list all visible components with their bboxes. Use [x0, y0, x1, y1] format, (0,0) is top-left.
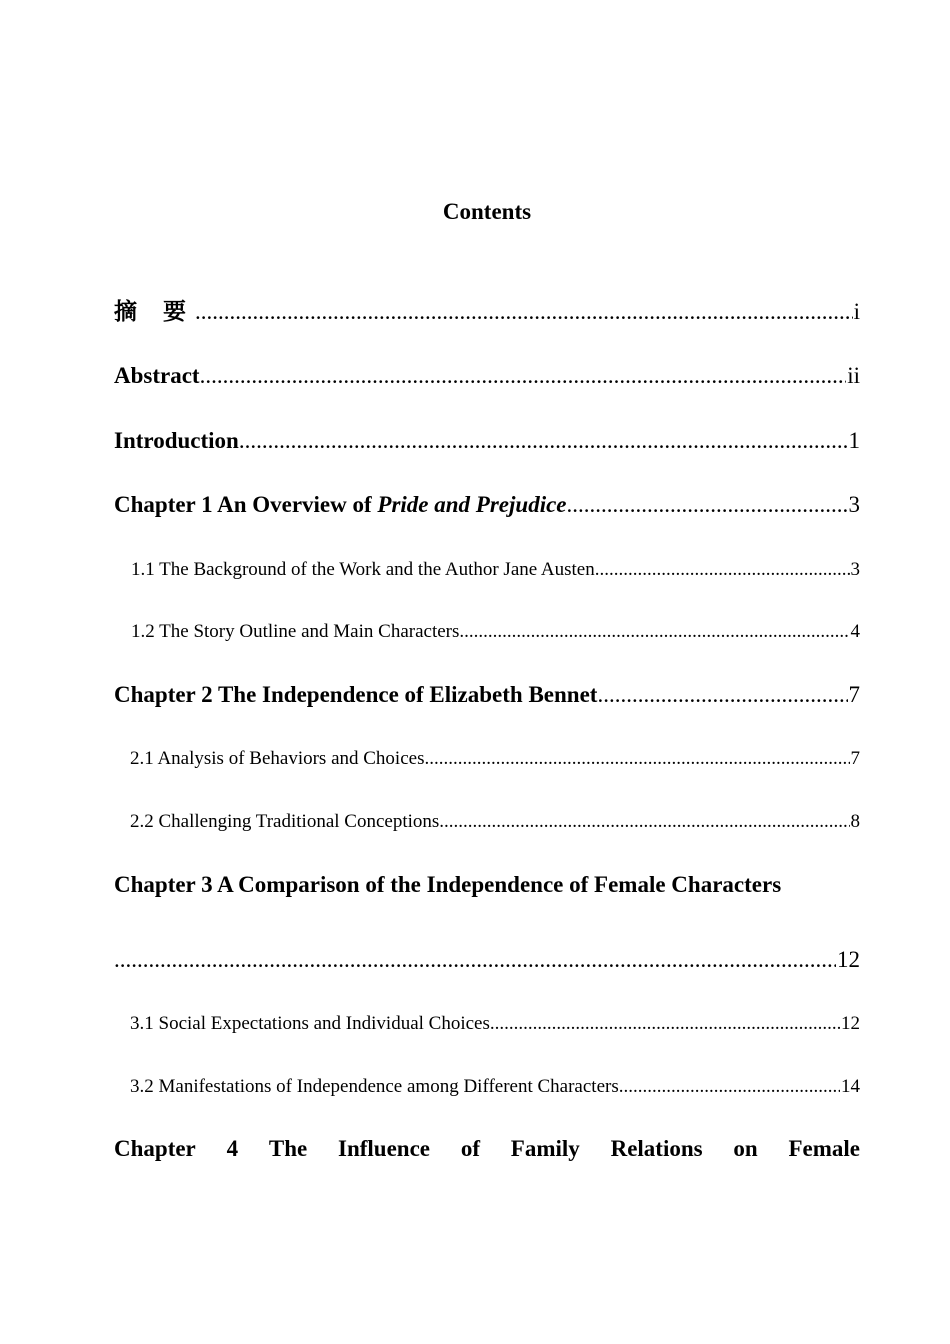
toc-entry-label: 2.1 Analysis of Behaviors and Choices [130, 748, 425, 769]
toc-leader-dots [200, 362, 847, 390]
toc-page-number: ii [847, 363, 860, 388]
toc-word: 4 [226, 1136, 239, 1161]
toc-leader-dots [490, 1012, 840, 1036]
toc-leader-dots [567, 491, 848, 519]
toc-entry-section-1-1[interactable] [131, 558, 860, 582]
toc-page-number: 14 [841, 1076, 860, 1097]
toc-entry-label: Abstract [114, 363, 200, 388]
toc-leader-dots [597, 681, 847, 709]
toc-entry-section-1-2[interactable] [131, 620, 860, 644]
toc-entry-label: 1.1 The Background of the Work and the Author Jane Austen [131, 559, 595, 580]
toc-entry-label: Chapter 2 The Independence of Elizabeth Bennet [114, 682, 598, 707]
toc-page-number: 7 [850, 748, 860, 769]
toc-entry-section-3-1[interactable] [130, 1012, 860, 1036]
toc-entry-chapter-2[interactable] [114, 681, 860, 709]
toc-entry-label [114, 491, 567, 519]
toc-entry-label-prefix: Chapter 1 An Overview of [114, 492, 378, 517]
toc-entry-label: Introduction [114, 428, 239, 453]
toc-leader-dots [114, 946, 836, 974]
toc-entry-label: 2.2 Challenging Traditional Conceptions [130, 811, 440, 832]
toc-page-number: 3 [848, 492, 860, 517]
toc-page-number: 1 [848, 428, 860, 453]
toc-word: Family [510, 1136, 580, 1161]
toc-entry-label: 3.1 Social Expectations and Individual Choices [130, 1013, 490, 1034]
toc-word: of [460, 1136, 480, 1161]
toc-word: on [733, 1136, 758, 1161]
toc-entry-label: 1.2 The Story Outline and Main Characters [131, 621, 460, 642]
toc-leader-dots [619, 1075, 840, 1099]
toc-leader-dots [424, 747, 849, 771]
toc-entry-chapter-3-label[interactable]: Chapter 3 A Comparison of the Independence of Female Characters [114, 872, 782, 897]
toc-word: Relations [610, 1136, 703, 1161]
toc-page-number: 12 [841, 1013, 860, 1034]
toc-leader-dots [459, 620, 849, 644]
toc-entry-abstract[interactable] [114, 362, 860, 390]
toc-entry-section-2-1[interactable] [130, 747, 860, 771]
toc-entry-chapter-1[interactable] [114, 491, 860, 519]
toc-page-number: i [853, 299, 860, 324]
toc-leader-dots [439, 810, 849, 834]
toc-word: Influence [338, 1136, 431, 1161]
toc-page-number: 4 [850, 621, 860, 642]
toc-word: Female [788, 1136, 860, 1161]
toc-leader-dots [595, 558, 850, 582]
toc-leader-dots [239, 427, 848, 455]
toc-entry-chapter-3-leader-line[interactable] [114, 946, 860, 974]
toc-page-number: 12 [837, 947, 860, 972]
toc-page-number: 8 [850, 811, 860, 832]
toc-entry-label-title: Pride and Prejudice [377, 492, 567, 517]
toc-leader-dots [195, 298, 853, 326]
toc-entry-section-3-2[interactable] [130, 1075, 860, 1099]
toc-entry-chapter-4-label[interactable] [114, 1135, 860, 1163]
toc-entry-abstract-cn[interactable] [114, 298, 860, 326]
toc-entry-label: 3.2 Manifestations of Independence among Different Characters [130, 1076, 619, 1097]
page-title: Contents [442, 199, 532, 224]
toc-entry-section-2-2[interactable] [130, 810, 860, 834]
toc-page-number: 7 [848, 682, 860, 707]
toc-entry-label: 摘 要 [114, 299, 196, 325]
toc-word: Chapter [114, 1136, 196, 1161]
toc-word: The [268, 1136, 308, 1161]
toc-entry-introduction[interactable] [114, 427, 860, 455]
toc-page-number: 3 [850, 559, 860, 580]
